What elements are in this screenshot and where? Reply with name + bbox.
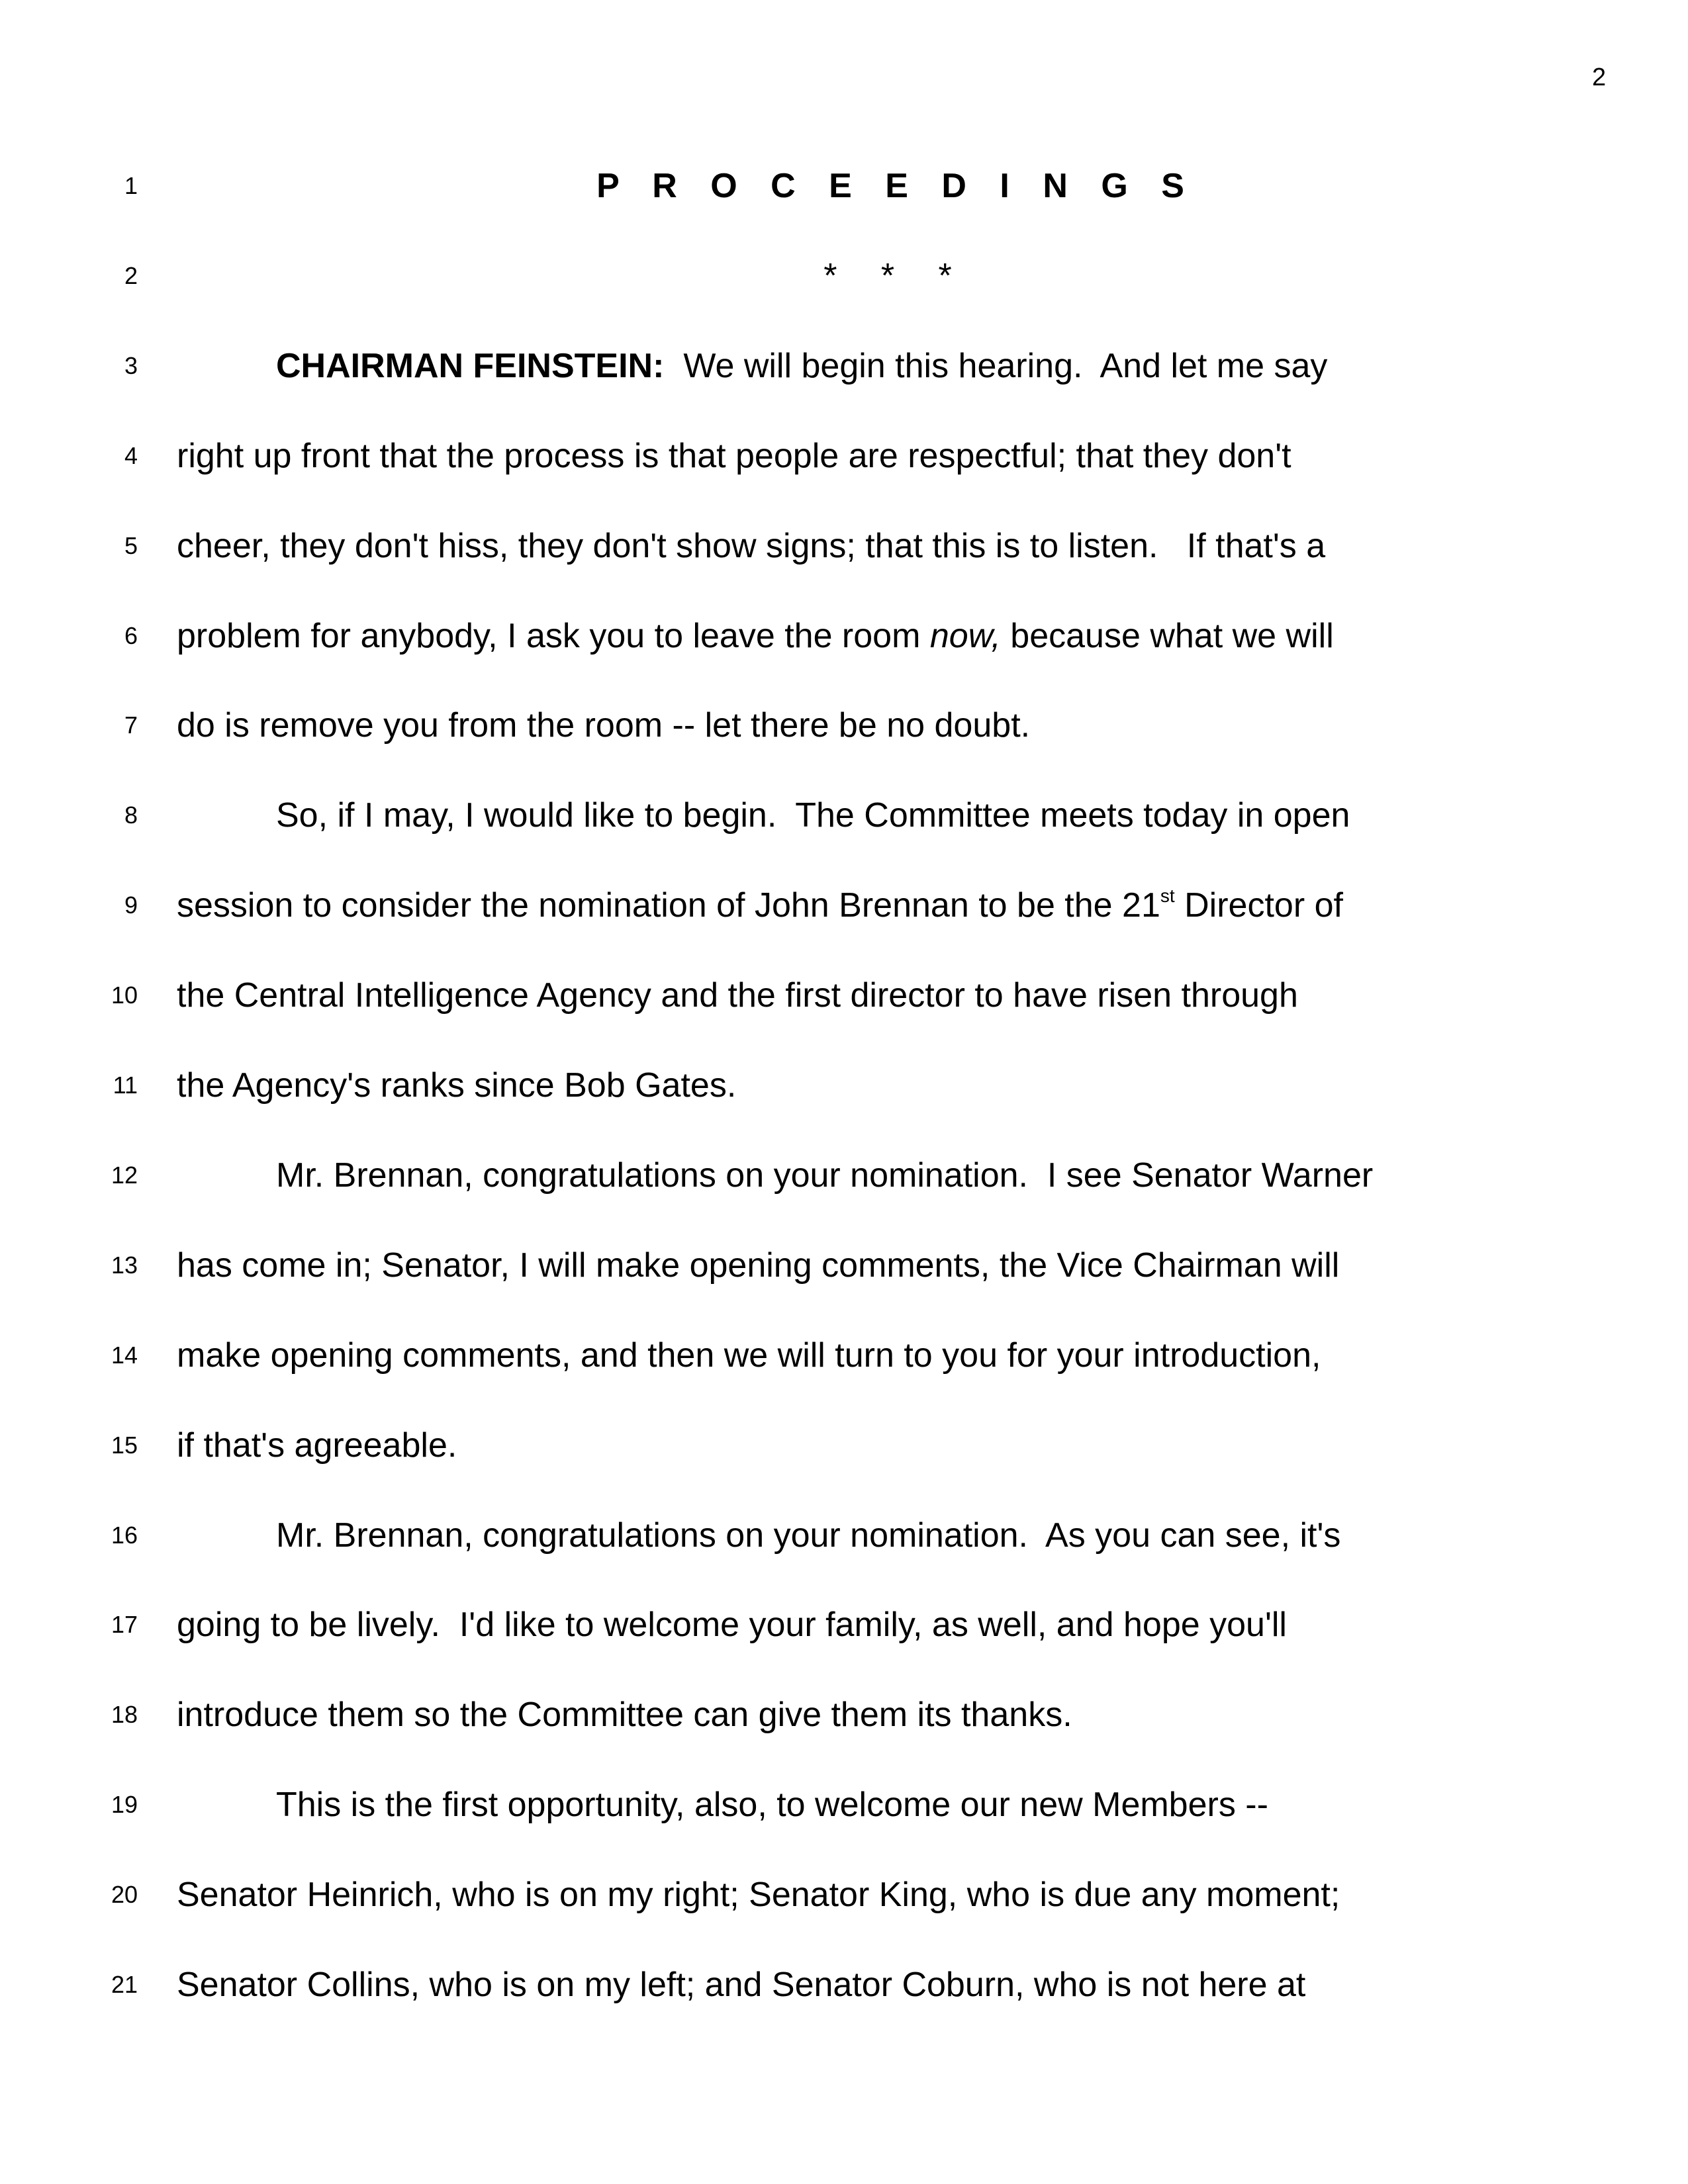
line-number: 21 [111,1971,138,1998]
line-number: 20 [111,1881,138,1909]
transcript-line [0,162,1688,210]
line-text: Mr. Brennan, congratulations on your nomination. As you can see, it's [276,1516,1341,1555]
transcript-line [0,1422,1688,1469]
line-number: 9 [124,891,138,919]
transcript-line [0,342,1688,390]
separator: * * * [823,256,969,295]
line-text: the Central Intelligence Agency and the first director to have risen through [177,976,1298,1015]
transcript-line [0,522,1688,570]
transcript-line [0,1961,1688,2009]
line-number: 2 [124,261,138,289]
transcript-line [0,972,1688,1019]
transcript-line [0,1512,1688,1559]
line-text: So, if I may, I would like to begin. The Committee meets today in open [276,796,1350,835]
line-text: going to be lively. I'd like to welcome your family, as well, and hope you'll [177,1606,1287,1645]
superscript: st [1160,886,1175,907]
line-text: do is remove you from the room -- let there be no doubt. [177,706,1031,745]
section-title: P R O C E E D I N G S [596,167,1196,205]
line-number: 19 [111,1791,138,1819]
line-text: right up front that the process is that people are respectful; that they don't [177,436,1291,475]
line-number: 12 [111,1161,138,1189]
transcript-line [0,252,1688,300]
transcript-line [0,1152,1688,1199]
line-text: make opening comments, and then we will turn to you for your introduction, [177,1336,1321,1375]
line-number: 5 [124,531,138,559]
line-number: 7 [124,711,138,739]
speaker-name: CHAIRMAN FEINSTEIN: [276,346,665,385]
emphasis: now, [929,616,1001,655]
line-number: 16 [111,1521,138,1549]
line-number: 4 [124,441,138,469]
line-number: 15 [111,1431,138,1459]
transcript-line [0,1601,1688,1649]
line-text: introduce them so the Committee can give them its thanks. [177,1696,1072,1735]
line-number: 1 [124,172,138,199]
transcript-line [0,882,1688,929]
line-number: 17 [111,1611,138,1639]
line-text-body: We will begin this hearing. And let me say [664,346,1328,385]
line-text: cheer, they don't hiss, they don't show signs; that this is to listen. If that's a [177,526,1326,565]
line-text [177,612,1334,660]
line-number: 8 [124,801,138,829]
line-number: 10 [111,981,138,1009]
transcript-line [0,1781,1688,1829]
transcript-line [0,1062,1688,1109]
transcript-line [0,612,1688,660]
line-number: 13 [111,1251,138,1279]
transcript-line [0,432,1688,480]
line-number: 18 [111,1701,138,1729]
line-number: 11 [113,1071,138,1099]
line-text: if that's agreeable. [177,1426,457,1465]
page-number: 2 [1592,64,1607,91]
line-text-body: because what we will [1000,616,1334,655]
line-text: Senator Collins, who is on my left; and Senator Coburn, who is not here at [177,1966,1306,2004]
line-text: Mr. Brennan, congratulations on your nomination. I see Senator Warner [276,1156,1374,1195]
transcript-line [0,1871,1688,1919]
transcript-line [0,1332,1688,1379]
line-text [276,342,1327,390]
line-number: 3 [124,351,138,379]
transcript-line [0,1691,1688,1739]
line-text-body: Director of [1174,886,1343,925]
line-text: the Agency's ranks since Bob Gates. [177,1066,737,1105]
line-text: Senator Heinrich, who is on my right; Senator King, who is due any moment; [177,1876,1340,1915]
transcript-line [0,792,1688,839]
line-text-body: session to consider the nomination of John Brennan to be the 21 [177,886,1160,925]
transcript-line [0,702,1688,749]
transcript-line [0,1242,1688,1289]
line-text: has come in; Senator, I will make opening comments, the Vice Chairman will [177,1246,1340,1285]
line-text-body: problem for anybody, I ask you to leave the room [177,616,930,655]
line-text: This is the first opportunity, also, to welcome our new Members -- [276,1786,1268,1825]
line-number: 14 [111,1341,138,1369]
line-number: 6 [124,621,138,649]
line-text [177,882,1343,929]
